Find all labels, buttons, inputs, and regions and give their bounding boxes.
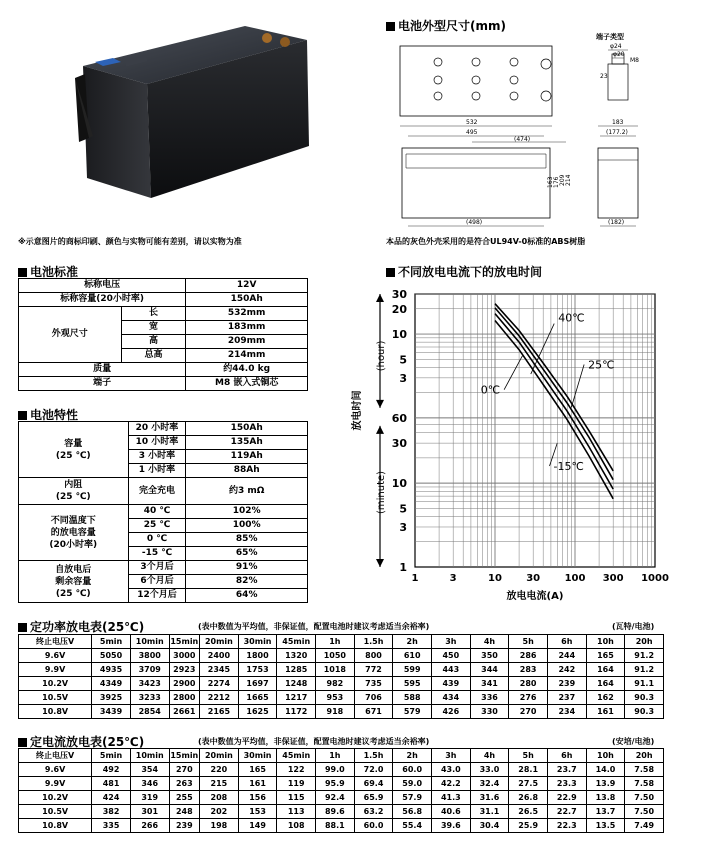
table-cell: 2800: [169, 691, 200, 705]
table-cell: 72.0: [354, 763, 393, 777]
table-cell: 69.4: [354, 777, 393, 791]
table-cell: 10.8V: [19, 705, 92, 719]
table-cell: 164: [586, 677, 625, 691]
y-axis-label: 放电时间: [352, 390, 363, 431]
header-cell: 15min: [169, 635, 200, 649]
table-cell: 953: [316, 691, 355, 705]
x-axis-label: 放电电流(A): [506, 591, 564, 602]
table-cell: 23.3: [547, 777, 586, 791]
header-cell: 3h: [432, 749, 471, 763]
dims-title: 电池外型尺寸(mm): [386, 17, 506, 34]
table-cell: 239: [169, 819, 200, 833]
y-minute-tick-label: 3: [399, 520, 407, 534]
y-hour-tick-label: 20: [391, 302, 407, 316]
table-cell: 346: [130, 777, 169, 791]
table-cell: 283: [509, 663, 548, 677]
front-532: 532: [466, 119, 478, 126]
table-cell: 10.5V: [19, 691, 92, 705]
header-cell: 终止电压V: [19, 749, 92, 763]
table-cell: 1285: [277, 663, 316, 677]
header-cell: 45min: [277, 749, 316, 763]
table-cell: 161: [238, 777, 277, 791]
table-cell: 434: [432, 691, 471, 705]
table-cell: 220: [200, 763, 239, 777]
table-cell: 1665: [238, 691, 277, 705]
x-tick-label: 1: [411, 573, 419, 584]
discharge-chart: [350, 282, 670, 614]
table-row: 不同温度下 的放电容量 (20小时率) 40 ℃ 102%: [19, 505, 308, 519]
x-tick-label: 100: [564, 573, 586, 584]
y-unit-hour: (hour): [376, 340, 387, 372]
table-cell: 286: [509, 649, 548, 663]
table-cell: 3439: [92, 705, 131, 719]
table-row: 自放电后 剩余容量 (25 ℃) 3个月后 91%: [19, 561, 308, 575]
table-cell: 108: [277, 819, 316, 833]
header-cell: 1h: [316, 749, 355, 763]
header-cell: 5min: [92, 635, 131, 649]
table-cell: 1697: [238, 677, 277, 691]
x-tick-label: 30: [526, 573, 541, 584]
series-label-3: -15℃: [553, 460, 584, 474]
table-cell: 25.9: [509, 819, 548, 833]
header-cell: 5h: [509, 635, 548, 649]
table-cell: 301: [130, 805, 169, 819]
table-row: [19, 691, 664, 705]
table-cell: 28.1: [509, 763, 548, 777]
table-cell: 7.50: [625, 791, 664, 805]
table-cell: 30.4: [470, 819, 509, 833]
x-tick-label: 1000: [641, 573, 669, 584]
x-tick-label: 10: [488, 573, 502, 584]
header-cell: 5h: [509, 749, 548, 763]
table-cell: 270: [169, 763, 200, 777]
table-cell: 450: [432, 649, 471, 663]
table-cell: 330: [470, 705, 509, 719]
header-cell: 20min: [200, 635, 239, 649]
table-cell: 426: [432, 705, 471, 719]
table-cell: 88.1: [316, 819, 355, 833]
table-cell: 7.50: [625, 805, 664, 819]
y-hour-tick-label: 10: [391, 328, 407, 342]
table-cell: 270: [509, 705, 548, 719]
table-cell: 354: [130, 763, 169, 777]
table-cell: 198: [200, 819, 239, 833]
table-cell: 90.3: [625, 705, 664, 719]
table-row: 总高 214mm: [19, 349, 308, 363]
table-cell: 671: [354, 705, 393, 719]
header-cell: 4h: [470, 749, 509, 763]
table-cell: 39.6: [432, 819, 471, 833]
table-cell: 255: [169, 791, 200, 805]
table-cell: 119: [277, 777, 316, 791]
table-cell: 344: [470, 663, 509, 677]
header-cell: 10h: [586, 749, 625, 763]
header-cell: 10min: [130, 749, 169, 763]
table-row: 宽 183mm: [19, 321, 308, 335]
table-cell: 439: [432, 677, 471, 691]
table-cell: 3233: [130, 691, 169, 705]
header-cell: 2h: [393, 749, 432, 763]
table-cell: 242: [547, 663, 586, 677]
table-cell: 215: [200, 777, 239, 791]
table-cell: 3800: [130, 649, 169, 663]
table-cell: 9.9V: [19, 663, 92, 677]
table-cell: 9.6V: [19, 649, 92, 663]
header-cell: 30min: [238, 749, 277, 763]
plot-frame: [415, 294, 655, 567]
table-cell: 13.9: [586, 777, 625, 791]
table-cell: 579: [393, 705, 432, 719]
table-cell: 1800: [238, 649, 277, 663]
table-cell: 26.5: [509, 805, 548, 819]
table-cell: 60.0: [354, 819, 393, 833]
table-cell: 99.0: [316, 763, 355, 777]
table-cell: 92.4: [316, 791, 355, 805]
table-cell: 3000: [169, 649, 200, 663]
table-cell: 7.49: [625, 819, 664, 833]
header-cell: 15min: [169, 749, 200, 763]
table-header-row: [19, 635, 664, 649]
cp-unit: (瓦特/电池): [612, 622, 655, 631]
table-row: 标称电压 12V: [19, 279, 308, 293]
x-tick-label: 300: [602, 573, 624, 584]
table-cell: 10.5V: [19, 805, 92, 819]
term-h23: 23: [600, 73, 608, 80]
table-cell: 280: [509, 677, 548, 691]
table-cell: 149: [238, 819, 277, 833]
table-cell: 341: [470, 677, 509, 691]
table-cell: 10.8V: [19, 819, 92, 833]
table-cell: 918: [316, 705, 355, 719]
dimension-drawings: [386, 36, 696, 231]
table-cell: 2165: [200, 705, 239, 719]
table-cell: 1753: [238, 663, 277, 677]
minute-arrow-head: [376, 426, 384, 434]
table-cell: 735: [354, 677, 393, 691]
table-cell: 982: [316, 677, 355, 691]
table-cell: 2274: [200, 677, 239, 691]
y-minute-tick-label: 1: [399, 561, 407, 574]
table-cell: 63.2: [354, 805, 393, 819]
side-177: (177.2): [606, 129, 628, 136]
table-cell: 4935: [92, 663, 131, 677]
table-cell: 202: [200, 805, 239, 819]
spec-title: 电池标准: [18, 263, 78, 280]
table-cell: 2854: [130, 705, 169, 719]
front-495: 495: [466, 129, 478, 136]
table-cell: 89.6: [316, 805, 355, 819]
table-cell: 1217: [277, 691, 316, 705]
table-cell: 2400: [200, 649, 239, 663]
table-cell: 2900: [169, 677, 200, 691]
term-d20: φ20: [613, 51, 625, 58]
table-row: [19, 649, 664, 663]
table-cell: 113: [277, 805, 316, 819]
table-row: 标称容量(20小时率) 150Ah: [19, 293, 308, 307]
header-cell: 10min: [130, 635, 169, 649]
table-cell: 122: [277, 763, 316, 777]
table-cell: 239: [547, 677, 586, 691]
table-cell: 599: [393, 663, 432, 677]
table-cell: 31.6: [470, 791, 509, 805]
table-row: 12个月后 64%: [19, 589, 308, 603]
table-cell: 1320: [277, 649, 316, 663]
front-474: (474): [514, 136, 531, 143]
header-cell: 30min: [238, 635, 277, 649]
series-label-1: 25℃: [588, 358, 615, 372]
chart-title: 不同放电电流下的放电时间: [386, 263, 542, 280]
table-cell: 424: [92, 791, 131, 805]
table-cell: 319: [130, 791, 169, 805]
table-cell: 40.6: [432, 805, 471, 819]
table-cell: 263: [169, 777, 200, 791]
header-cell: 5min: [92, 749, 131, 763]
table-cell: 3709: [130, 663, 169, 677]
table-cell: 248: [169, 805, 200, 819]
y-minute-tick-label: 60: [391, 411, 407, 425]
table-cell: 164: [586, 663, 625, 677]
table-row: 10 小时率 135Ah: [19, 436, 308, 450]
header-cell: 1.5h: [354, 749, 393, 763]
table-cell: 161: [586, 705, 625, 719]
table-cell: 165: [586, 649, 625, 663]
table-cell: 91.2: [625, 649, 664, 663]
table-cell: 7.58: [625, 777, 664, 791]
table-cell: 3423: [130, 677, 169, 691]
y-hour-tick-label: 5: [399, 353, 407, 367]
table-row: [19, 805, 664, 819]
table-cell: 382: [92, 805, 131, 819]
table-row: [19, 677, 664, 691]
side-183: 183: [612, 119, 624, 126]
header-cell: 2h: [393, 635, 432, 649]
table-cell: 91.2: [625, 663, 664, 677]
table-cell: 772: [354, 663, 393, 677]
table-cell: 59.0: [393, 777, 432, 791]
table-row: [19, 777, 664, 791]
table-cell: 2345: [200, 663, 239, 677]
table-cell: 350: [470, 649, 509, 663]
table-cell: 153: [238, 805, 277, 819]
table-cell: 22.3: [547, 819, 586, 833]
battery-photo: [55, 18, 325, 208]
series-leader-1: [571, 364, 584, 407]
hour-arrow-head: [376, 294, 384, 302]
table-cell: 41.3: [432, 791, 471, 805]
chars-table: [18, 421, 308, 603]
table-cell: 595: [393, 677, 432, 691]
table-cell: 1172: [277, 705, 316, 719]
header-cell: 4h: [470, 635, 509, 649]
table-cell: 22.9: [547, 791, 586, 805]
series-leader-2: [504, 356, 522, 390]
x-tick-label: 3: [449, 573, 457, 584]
table-row: 外观尺寸 长 532mm: [19, 307, 308, 321]
header-cell: 10h: [586, 635, 625, 649]
front-498: (498): [466, 219, 483, 226]
table-cell: 237: [547, 691, 586, 705]
table-cell: 706: [354, 691, 393, 705]
table-header-row: [19, 749, 664, 763]
table-row: 1 小时率 88Ah: [19, 464, 308, 478]
table-cell: 90.3: [625, 691, 664, 705]
table-cell: 266: [130, 819, 169, 833]
table-cell: 443: [432, 663, 471, 677]
table-row: [19, 819, 664, 833]
table-cell: 336: [470, 691, 509, 705]
table-cell: 234: [547, 705, 586, 719]
table-cell: 13.7: [586, 805, 625, 819]
table-cell: 492: [92, 763, 131, 777]
table-cell: 162: [586, 691, 625, 705]
table-cell: 65.9: [354, 791, 393, 805]
table-row: 6个月后 82%: [19, 575, 308, 589]
cc-unit: (安培/电池): [612, 737, 655, 746]
table-row: [19, 763, 664, 777]
table-cell: 1625: [238, 705, 277, 719]
table-row: [19, 791, 664, 805]
table-cell: 2661: [169, 705, 200, 719]
table-cell: 5050: [92, 649, 131, 663]
table-row: 质量 约44.0 kg: [19, 363, 308, 377]
table-cell: 165: [238, 763, 277, 777]
table-cell: 33.0: [470, 763, 509, 777]
table-cell: 588: [393, 691, 432, 705]
table-cell: 610: [393, 649, 432, 663]
table-row: -15 ℃ 65%: [19, 547, 308, 561]
table-row: 内阻 (25 ℃) 完全充电 约3 mΩ: [19, 478, 308, 505]
y-minute-tick-label: 30: [391, 437, 407, 451]
table-cell: 10.2V: [19, 791, 92, 805]
header-cell: 6h: [547, 749, 586, 763]
table-cell: 91.1: [625, 677, 664, 691]
hour-arrow-head: [376, 400, 384, 408]
table-row: 容量 (25 ℃) 20 小时率 150Ah: [19, 422, 308, 436]
table-cell: 55.4: [393, 819, 432, 833]
table-cell: 9.9V: [19, 777, 92, 791]
term-m8: M8: [630, 57, 639, 64]
table-cell: 481: [92, 777, 131, 791]
header-cell: 20h: [625, 635, 664, 649]
term-d24: φ24: [610, 43, 622, 50]
table-cell: 60.0: [393, 763, 432, 777]
header-cell: 20min: [200, 749, 239, 763]
table-cell: 3925: [92, 691, 131, 705]
table-cell: 43.0: [432, 763, 471, 777]
table-cell: 156: [238, 791, 277, 805]
table-cell: 95.9: [316, 777, 355, 791]
table-cell: 42.2: [432, 777, 471, 791]
table-cell: 208: [200, 791, 239, 805]
side-182: (182): [608, 219, 625, 226]
y-minute-tick-label: 10: [391, 477, 407, 491]
constant-power-table: [18, 634, 664, 719]
table-row: [19, 705, 664, 719]
table-cell: 56.8: [393, 805, 432, 819]
table-cell: 22.7: [547, 805, 586, 819]
table-row: 3 小时率 119Ah: [19, 450, 308, 464]
cp-title: 定功率放电表(25℃): [18, 618, 144, 635]
case-note: 本品的灰色外壳采用的是符合UL94V-0标准的ABS树脂: [386, 237, 586, 246]
image-note: ※示意图片的商标印刷、颜色与实物可能有差别，请以实物为准: [18, 237, 242, 246]
y-hour-tick-label: 30: [391, 288, 407, 301]
table-cell: 23.7: [547, 763, 586, 777]
table-cell: 1050: [316, 649, 355, 663]
minute-arrow-head: [376, 559, 384, 567]
y-minute-tick-label: 5: [399, 502, 407, 516]
header-cell: 45min: [277, 635, 316, 649]
table-cell: 26.8: [509, 791, 548, 805]
table-cell: 1018: [316, 663, 355, 677]
cc-note: (表中数值为平均值，非保证值，配置电池时建议考虑适当余裕率): [198, 737, 430, 746]
table-cell: 1248: [277, 677, 316, 691]
header-cell: 20h: [625, 749, 664, 763]
header-cell: 1.5h: [354, 635, 393, 649]
table-row: [19, 663, 664, 677]
table-cell: 10.2V: [19, 677, 92, 691]
table-row: 0 ℃ 85%: [19, 533, 308, 547]
table-cell: 800: [354, 649, 393, 663]
table-cell: 4349: [92, 677, 131, 691]
series-label-2: 0℃: [480, 383, 501, 397]
table-cell: 14.0: [586, 763, 625, 777]
header-cell: 终止电压V: [19, 635, 92, 649]
y-hour-tick-label: 3: [399, 371, 407, 385]
table-cell: 27.5: [509, 777, 548, 791]
cp-note: (表中数值为平均值，非保证值，配置电池时建议考虑适当余裕率): [198, 622, 430, 631]
table-cell: 9.6V: [19, 763, 92, 777]
front-163: 163: [547, 176, 554, 188]
header-cell: 3h: [432, 635, 471, 649]
table-cell: 335: [92, 819, 131, 833]
table-cell: 2923: [169, 663, 200, 677]
front-214: 214: [565, 174, 572, 186]
chars-title: 电池特性: [18, 406, 78, 423]
terminal-type-label: 端子类型: [596, 33, 624, 41]
table-cell: 13.5: [586, 819, 625, 833]
y-unit-minute: (minute): [376, 470, 387, 514]
front-209: 209: [559, 174, 566, 186]
table-cell: 115: [277, 791, 316, 805]
header-cell: 6h: [547, 635, 586, 649]
table-cell: 31.1: [470, 805, 509, 819]
front-176: 176: [553, 176, 560, 188]
table-cell: 276: [509, 691, 548, 705]
table-cell: 7.58: [625, 763, 664, 777]
table-row: 端子 M8 嵌入式铜芯: [19, 377, 308, 391]
table-cell: 2212: [200, 691, 239, 705]
cc-title: 定电流放电表(25℃): [18, 733, 144, 750]
table-row: 高 209mm: [19, 335, 308, 349]
table-cell: 57.9: [393, 791, 432, 805]
header-cell: 1h: [316, 635, 355, 649]
spec-table: [18, 278, 308, 391]
table-cell: 244: [547, 649, 586, 663]
table-cell: 32.4: [470, 777, 509, 791]
table-cell: 13.8: [586, 791, 625, 805]
table-row: 25 ℃ 100%: [19, 519, 308, 533]
series-label-0: 40℃: [558, 311, 585, 325]
constant-current-table: [18, 748, 664, 833]
